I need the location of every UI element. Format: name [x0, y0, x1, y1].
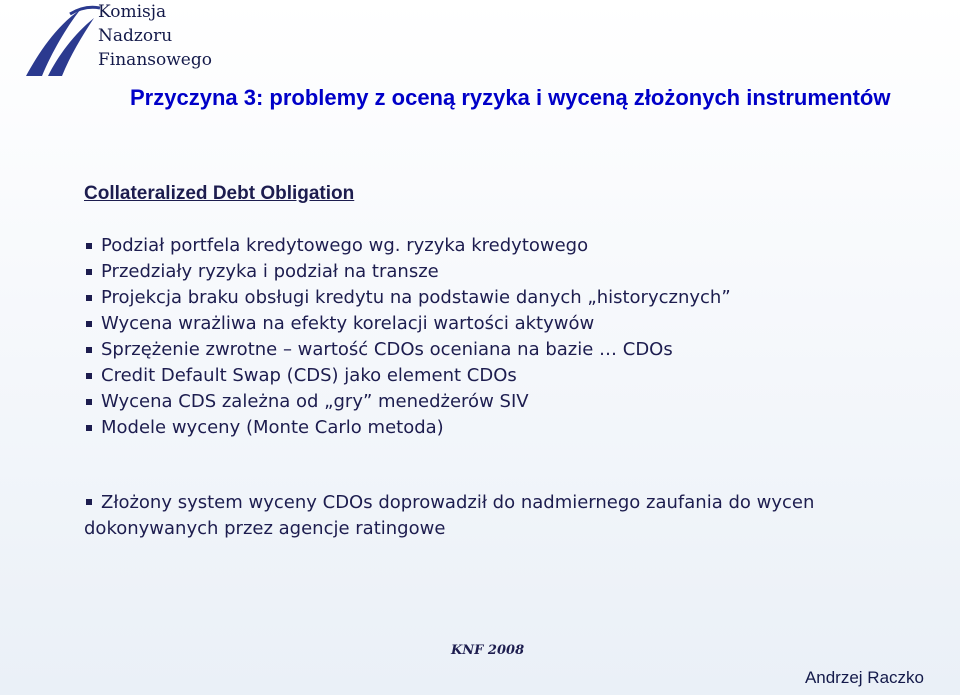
- square-bullet-icon: [86, 269, 92, 275]
- square-bullet-icon: [86, 243, 92, 249]
- square-bullet-icon: [86, 295, 92, 301]
- knf-logo: [18, 0, 238, 80]
- bullet-item: [84, 311, 944, 337]
- bullet-text: Modele wyceny (Monte Carlo metoda): [101, 417, 444, 438]
- bullet-text: Wycena wrażliwa na efekty korelacji wartości aktywów: [101, 313, 595, 334]
- logo-line-1: Komisja: [98, 2, 167, 22]
- bullet-item: [84, 389, 944, 415]
- bullet-text: Wycena CDS zależna od „gry” menedżerów SIV: [101, 391, 529, 412]
- logo-line-3: Finansowego: [98, 50, 212, 70]
- bullet-item: [84, 285, 944, 311]
- summary-text: Złożony system wyceny CDOs doprowadził do nadmiernego zaufania do wycen dokonywanych przez agencje ratingowe: [84, 492, 815, 539]
- square-bullet-icon: [86, 373, 92, 379]
- bullet-text: Przedziały ryzyka i podział na transze: [101, 261, 439, 282]
- bullet-list: [84, 233, 944, 441]
- square-bullet-icon: [86, 347, 92, 353]
- bullet-item: [84, 337, 944, 363]
- bullet-item: [84, 415, 944, 441]
- square-bullet-icon: [86, 425, 92, 431]
- bullet-text: Credit Default Swap (CDS) jako element CDOs: [101, 365, 517, 386]
- bullet-text: Podział portfela kredytowego wg. ryzyka kredytowego: [101, 235, 589, 256]
- bullet-item: [84, 233, 944, 259]
- bullet-item: [84, 259, 944, 285]
- footer-author: Andrzej Raczko: [804, 668, 924, 687]
- square-bullet-icon: [86, 499, 92, 505]
- slide-subtitle: Collateralized Debt Obligation: [84, 183, 355, 204]
- bullet-item: [84, 363, 944, 389]
- footer-organization: KNF 2008: [451, 643, 525, 658]
- logo-wordmark: [98, 0, 212, 72]
- logo-line-2: Nadzoru: [98, 26, 173, 46]
- square-bullet-icon: [86, 399, 92, 405]
- bullet-text: Projekcja braku obsługi kredytu na podstawie danych „historycznych”: [101, 287, 731, 308]
- summary-paragraph: [84, 490, 904, 542]
- square-bullet-icon: [86, 321, 92, 327]
- slide-title: Przyczyna 3: problemy z oceną ryzyka i wyceną złożonych instrumentów: [130, 85, 891, 110]
- bullet-text: Sprzężenie zwrotne – wartość CDOs oceniana na bazie … CDOs: [101, 339, 673, 360]
